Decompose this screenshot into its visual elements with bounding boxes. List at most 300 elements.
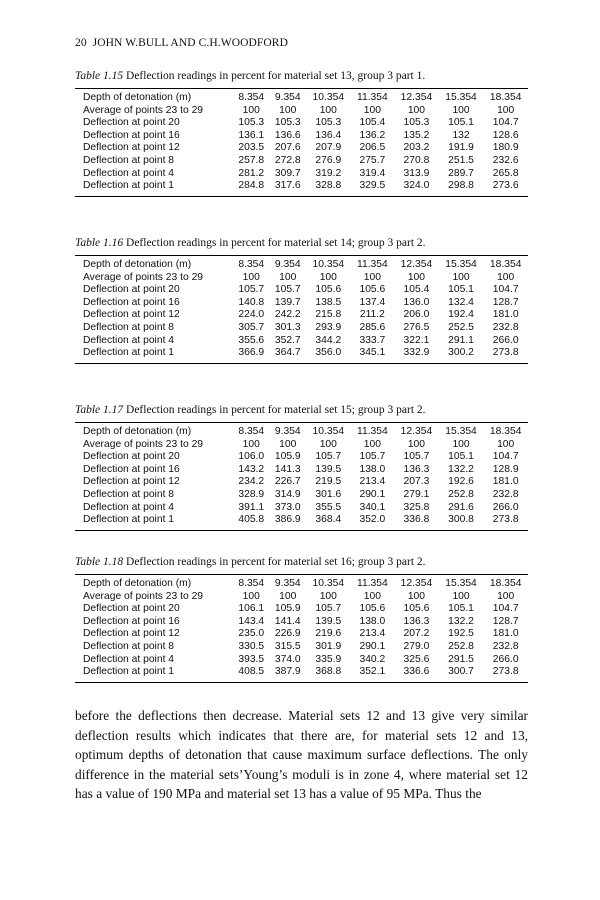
table-cell: 15.354 (445, 259, 477, 270)
table-cell: 10.354 (312, 426, 345, 437)
table-cell: 140.8 (238, 296, 265, 308)
table-cell: 18.354 (489, 578, 522, 589)
table-cell: 232.8 (492, 488, 519, 500)
table-row (75, 514, 528, 530)
table-cell: 265.8 (492, 167, 519, 179)
table-cell: 207.3 (403, 476, 430, 488)
table-row (75, 105, 528, 118)
row-label: Deflection at point 16 (83, 463, 180, 475)
table-cell: 136.1 (238, 129, 265, 141)
table-cell: 11.354 (357, 259, 388, 270)
table-cell: 284.8 (238, 180, 265, 192)
table-cell: 141.3 (274, 463, 301, 475)
row-label: Deflection at point 12 (83, 309, 180, 321)
row-label: Deflection at point 16 (83, 129, 180, 141)
table-cell: 100 (363, 271, 381, 283)
table-cell: 132.2 (448, 463, 474, 475)
table-cell: 315.5 (274, 640, 301, 652)
table-cell: 336.6 (403, 666, 430, 678)
table-cell: 266.0 (492, 653, 519, 665)
table-cell: 213.4 (359, 476, 386, 488)
table-cell: 257.8 (238, 154, 265, 166)
table-cell: 11.354 (357, 578, 388, 589)
table-row (75, 476, 528, 489)
table-cell: 344.2 (315, 334, 342, 346)
table-label: Table 1.17 (75, 404, 124, 416)
table-cell: 355.6 (238, 334, 265, 346)
table-cell: 100 (279, 438, 297, 450)
row-label: Deflection at point 8 (83, 321, 175, 333)
table-cell: 100 (363, 590, 381, 602)
table-cell: 336.8 (403, 514, 430, 526)
table-row (75, 117, 528, 130)
row-label: Deflection at point 4 (83, 167, 175, 179)
table-cell: 12.354 (400, 259, 433, 270)
table-cell: 290.1 (359, 488, 386, 500)
table-cell: 325.6 (403, 653, 430, 665)
table-cell: 313.9 (403, 167, 430, 179)
table-row (75, 322, 528, 335)
table-cell: 100 (319, 438, 337, 450)
table-cell: 12.354 (400, 578, 433, 589)
table-cell: 192.5 (448, 628, 474, 640)
data-table (75, 575, 528, 682)
table-cell: 100 (407, 271, 426, 283)
table-cell: 251.5 (448, 154, 474, 166)
table-cell: 104.7 (492, 117, 519, 129)
row-label: Deflection at point 1 (83, 666, 175, 678)
table-cell: 300.8 (448, 514, 474, 526)
row-label: Deflection at point 1 (83, 180, 175, 192)
table-cell: 143.2 (238, 463, 265, 475)
table-cell: 105.6 (315, 284, 342, 296)
table-cell: 203.2 (403, 142, 430, 154)
table-cell: 104.7 (492, 451, 519, 463)
table-cell: 9.354 (274, 92, 301, 103)
table-cell: 279.0 (403, 640, 430, 652)
table-cell: 373.0 (274, 501, 301, 513)
row-label: Depth of detonation (m) (83, 578, 192, 589)
row-label: Deflection at point 8 (83, 640, 175, 652)
table-caption-text: Deflection readings in percent for material set 15; group 3 part 2. (123, 404, 426, 416)
row-label: Deflection at point 4 (83, 653, 175, 665)
table-cell: 293.9 (315, 321, 342, 333)
row-label: Depth of detonation (m) (83, 426, 192, 437)
table-cell: 136.3 (403, 615, 430, 627)
table-cell: 352.0 (359, 514, 386, 526)
table-cell: 100 (319, 104, 337, 116)
table-row (75, 603, 528, 616)
table-cell: 138.5 (315, 296, 342, 308)
table-cell: 335.9 (315, 653, 342, 665)
table-cell: 15.354 (445, 92, 477, 103)
table-cell: 128.7 (492, 296, 519, 308)
table-cell: 289.7 (448, 167, 474, 179)
table-cell: 105.7 (315, 451, 342, 463)
table-cell: 139.5 (315, 615, 342, 627)
table-cell: 332.9 (403, 347, 430, 359)
table-cell: 100 (279, 271, 297, 283)
table-cell: 105.3 (403, 117, 430, 129)
table-cell: 405.8 (238, 514, 265, 526)
table-cell: 352.1 (359, 666, 386, 678)
table-cell: 192.6 (448, 476, 474, 488)
table-bottom-rule (75, 682, 528, 683)
table-cell: 104.7 (492, 603, 519, 615)
table-cell: 105.4 (359, 117, 386, 129)
row-label: Average of points 23 to 29 (83, 104, 204, 116)
row-label: Deflection at point 12 (83, 142, 180, 154)
table-cell: 206.0 (403, 309, 430, 321)
table-caption (75, 237, 528, 249)
row-label: Average of points 23 to 29 (83, 271, 204, 283)
table-cell: 9.354 (274, 259, 301, 270)
table-row (75, 309, 528, 322)
table-cell: 329.5 (359, 180, 386, 192)
table-cell: 100 (279, 104, 297, 116)
table-cell: 279.1 (403, 488, 430, 500)
table-row (75, 180, 528, 196)
table-cell: 105.6 (359, 603, 386, 615)
table-cell: 105.3 (238, 117, 265, 129)
table-row (75, 464, 528, 477)
table-cell: 325.8 (403, 501, 430, 513)
table-cell: 281.2 (238, 167, 265, 179)
table-cell: 105.1 (448, 603, 474, 615)
data-table (75, 256, 528, 363)
table-cell: 100 (452, 271, 470, 283)
table-cell: 290.1 (359, 640, 386, 652)
table-cell: 207.2 (403, 628, 430, 640)
table-cell: 100 (407, 438, 426, 450)
table-label: Table 1.15 (75, 70, 124, 82)
table-cell: 368.8 (315, 666, 342, 678)
row-label: Deflection at point 4 (83, 501, 175, 513)
table-cell: 105.7 (359, 451, 386, 463)
table-cell: 8.354 (238, 426, 265, 437)
table-row (75, 155, 528, 168)
table-cell: 100 (407, 104, 426, 116)
row-label: Average of points 23 to 29 (83, 438, 204, 450)
table-header-row (75, 423, 528, 439)
table-cell: 328.8 (315, 180, 342, 192)
table-cell: 18.354 (489, 259, 522, 270)
table-cell: 128.6 (492, 129, 519, 141)
table-cell: 232.6 (492, 154, 519, 166)
table-cell: 211.2 (359, 309, 385, 321)
row-label: Deflection at point 1 (83, 347, 175, 359)
table-row (75, 489, 528, 502)
table-1-16 (75, 237, 528, 364)
table-cell: 301.6 (315, 488, 342, 500)
table-cell: 352.7 (274, 334, 301, 346)
table-cell: 387.9 (274, 666, 301, 678)
body-paragraph: before the deflections then decrease. Material sets 12 and 13 give very similar deflection results which indicates that there are, for material sets 12 and 13, optimum depths of detonation that cause maximum surface deflections. The only difference in the material sets’Young’s moduli is in zone 4, where material set 12 has a value of 190 MPa and material set 13 has a value of 95 MPa. Thus the (75, 708, 528, 802)
table-cell: 393.5 (238, 653, 265, 665)
table-cell: 136.6 (274, 129, 301, 141)
table-cell: 285.6 (359, 321, 386, 333)
table-cell: 232.8 (492, 640, 519, 652)
table-cell: 138.0 (359, 615, 386, 627)
table-cell: 226.9 (274, 628, 301, 640)
table-row (75, 439, 528, 452)
row-label: Deflection at point 4 (83, 334, 175, 346)
table-cell: 300.2 (448, 347, 474, 359)
table-cell: 18.354 (489, 426, 522, 437)
table-cell: 374.0 (274, 653, 301, 665)
table-caption-text: Deflection readings in percent for material set 16; group 3 part 2. (123, 556, 426, 568)
table-cell: 11.354 (357, 426, 388, 437)
table-cell: 105.7 (403, 451, 430, 463)
table-cell: 276.9 (315, 154, 342, 166)
table-cell: 192.4 (448, 309, 474, 321)
table-cell: 100 (452, 590, 470, 602)
table-row (75, 641, 528, 654)
row-label: Depth of detonation (m) (83, 259, 192, 270)
table-cell: 300.7 (448, 666, 474, 678)
table-cell: 181.0 (492, 476, 519, 488)
table-cell: 8.354 (238, 259, 265, 270)
table-cell: 328.9 (238, 488, 265, 500)
table-cell: 191.9 (448, 142, 474, 154)
table-cell: 106.1 (238, 603, 265, 615)
table-row (75, 628, 528, 641)
table-cell: 266.0 (492, 501, 519, 513)
table-label: Table 1.18 (75, 556, 124, 568)
table-cell: 235.0 (238, 628, 265, 640)
table-caption-text: Deflection readings in percent for material set 13, group 3 part 1. (123, 70, 426, 82)
table-cell: 408.5 (238, 666, 265, 678)
row-label: Deflection at point 12 (83, 628, 180, 640)
table-cell: 136.2 (359, 129, 386, 141)
table-cell: 252.8 (448, 488, 474, 500)
table-cell: 242.2 (274, 309, 301, 321)
table-cell: 291.5 (448, 653, 474, 665)
table-cell: 11.354 (357, 92, 388, 103)
table-cell: 366.9 (238, 347, 265, 359)
table-cell: 340.1 (359, 501, 386, 513)
table-cell: 181.0 (492, 309, 519, 321)
row-label: Deflection at point 20 (83, 603, 180, 615)
table-header-row (75, 89, 528, 105)
table-cell: 135.2 (403, 129, 430, 141)
row-label: Deflection at point 20 (83, 117, 180, 129)
table-cell: 291.6 (448, 501, 474, 513)
table-cell: 305.7 (238, 321, 265, 333)
table-cell: 275.7 (359, 154, 386, 166)
table-cell: 219.5 (315, 476, 342, 488)
table-cell: 322.1 (403, 334, 430, 346)
row-label: Deflection at point 16 (83, 296, 180, 308)
table-cell: 356.0 (315, 347, 342, 359)
table-cell: 8.354 (238, 92, 265, 103)
table-cell: 207.9 (315, 142, 342, 154)
row-label: Average of points 23 to 29 (83, 590, 204, 602)
table-cell: 226.7 (274, 476, 301, 488)
table-cell: 224.0 (238, 309, 265, 321)
table-row (75, 347, 528, 363)
table-cell: 100 (319, 590, 337, 602)
table-row (75, 654, 528, 667)
table-cell: 100 (242, 271, 260, 283)
table-cell: 213.4 (359, 628, 386, 640)
table-row (75, 142, 528, 155)
table-bottom-rule (75, 363, 528, 364)
table-cell: 12.354 (400, 92, 433, 103)
table-cell: 100 (319, 271, 337, 283)
table-cell: 105.6 (403, 603, 430, 615)
table-cell: 301.3 (274, 321, 301, 333)
data-table (75, 89, 528, 196)
table-cell: 100 (452, 438, 470, 450)
table-row (75, 591, 528, 604)
table-cell: 12.354 (400, 426, 433, 437)
table-cell: 207.6 (274, 142, 301, 154)
table-cell: 105.1 (448, 117, 474, 129)
table-cell: 138.0 (359, 463, 386, 475)
table-header-row (75, 575, 528, 591)
table-cell: 355.5 (315, 501, 342, 513)
table-cell: 105.1 (448, 451, 474, 463)
table-cell: 203.5 (238, 142, 265, 154)
table-caption (75, 556, 528, 568)
table-cell: 273.6 (492, 180, 519, 192)
running-head: JOHN W.BULL AND C.H.WOODFORD (92, 37, 288, 49)
row-label: Deflection at point 1 (83, 514, 175, 526)
table-cell: 100 (497, 271, 515, 283)
table-cell: 105.1 (448, 284, 474, 296)
table-cell: 324.0 (403, 180, 430, 192)
table-cell: 9.354 (274, 578, 301, 589)
table-row (75, 130, 528, 143)
table-cell: 181.0 (492, 628, 519, 640)
table-cell: 104.7 (492, 284, 519, 296)
table-cell: 215.8 (315, 309, 342, 321)
table-cell: 317.6 (274, 180, 301, 192)
table-cell: 273.8 (492, 347, 519, 359)
table-cell: 273.8 (492, 666, 519, 678)
table-cell: 180.9 (492, 142, 519, 154)
table-cell: 301.9 (315, 640, 342, 652)
running-header (75, 37, 288, 49)
table-caption (75, 404, 528, 416)
row-label: Deflection at point 20 (83, 451, 180, 463)
table-cell: 139.7 (274, 296, 301, 308)
table-cell: 105.9 (274, 603, 301, 615)
table-cell: 333.7 (359, 334, 386, 346)
table-cell: 206.5 (359, 142, 386, 154)
table-cell: 10.354 (312, 259, 345, 270)
table-cell: 105.6 (359, 284, 386, 296)
table-cell: 100 (242, 438, 260, 450)
table-cell: 252.8 (448, 640, 474, 652)
table-row (75, 168, 528, 181)
table-cell: 128.7 (492, 615, 519, 627)
table-row (75, 451, 528, 464)
table-label: Table 1.16 (75, 237, 124, 249)
table-cell: 100 (363, 438, 381, 450)
table-cell: 10.354 (312, 92, 345, 103)
table-cell: 105.3 (315, 117, 342, 129)
page-number: 20 (75, 37, 87, 49)
table-cell: 291.1 (448, 334, 474, 346)
table-cell: 105.9 (274, 451, 301, 463)
table-cell: 340.2 (359, 653, 386, 665)
table-cell: 319.2 (315, 167, 342, 179)
table-cell: 272.8 (274, 154, 301, 166)
table-cell: 309.7 (274, 167, 301, 179)
table-cell: 391.1 (238, 501, 265, 513)
table-1-18 (75, 556, 528, 683)
table-cell: 319.4 (359, 167, 386, 179)
table-cell: 100 (363, 104, 381, 116)
table-row (75, 335, 528, 348)
table-row (75, 502, 528, 515)
row-label: Deflection at point 8 (83, 488, 175, 500)
table-cell: 276.5 (403, 321, 430, 333)
table-cell: 8.354 (238, 578, 265, 589)
table-cell: 100 (497, 104, 515, 116)
row-label: Deflection at point 12 (83, 476, 180, 488)
table-cell: 105.7 (315, 603, 342, 615)
table-cell: 106.0 (238, 451, 265, 463)
row-label: Deflection at point 20 (83, 284, 180, 296)
table-cell: 105.4 (403, 284, 430, 296)
table-cell: 368.4 (315, 514, 342, 526)
table-1-15 (75, 70, 528, 197)
row-label: Depth of detonation (m) (83, 92, 192, 103)
table-cell: 15.354 (445, 578, 477, 589)
row-label: Deflection at point 16 (83, 615, 180, 627)
table-cell: 18.354 (489, 92, 522, 103)
table-cell: 143.4 (238, 615, 265, 627)
table-cell: 273.8 (492, 514, 519, 526)
table-row (75, 272, 528, 285)
table-cell: 100 (242, 104, 260, 116)
table-cell: 314.9 (274, 488, 301, 500)
table-cell: 105.7 (274, 284, 301, 296)
table-row (75, 666, 528, 682)
table-cell: 9.354 (274, 426, 301, 437)
table-cell: 132.4 (448, 296, 474, 308)
table-cell: 232.8 (492, 321, 519, 333)
table-cell: 100 (497, 590, 515, 602)
table-cell: 105.3 (274, 117, 301, 129)
table-cell: 100 (407, 590, 426, 602)
table-cell: 100 (497, 438, 515, 450)
table-bottom-rule (75, 196, 528, 197)
table-cell: 330.5 (238, 640, 265, 652)
table-cell: 234.2 (238, 476, 265, 488)
table-cell: 298.8 (448, 180, 474, 192)
table-cell: 100 (279, 590, 297, 602)
table-caption-text: Deflection readings in percent for material set 14; group 3 part 2. (123, 237, 426, 249)
table-cell: 252.5 (448, 321, 474, 333)
table-row (75, 616, 528, 629)
data-table (75, 423, 528, 530)
table-cell: 266.0 (492, 334, 519, 346)
table-cell: 270.8 (403, 154, 430, 166)
table-cell: 137.4 (359, 296, 386, 308)
table-cell: 136.4 (315, 129, 342, 141)
table-header-row (75, 256, 528, 272)
table-cell: 15.354 (445, 426, 477, 437)
table-cell: 136.3 (403, 463, 430, 475)
table-caption (75, 70, 528, 82)
table-1-17 (75, 404, 528, 531)
table-cell: 128.9 (492, 463, 519, 475)
table-cell: 386.9 (274, 514, 301, 526)
